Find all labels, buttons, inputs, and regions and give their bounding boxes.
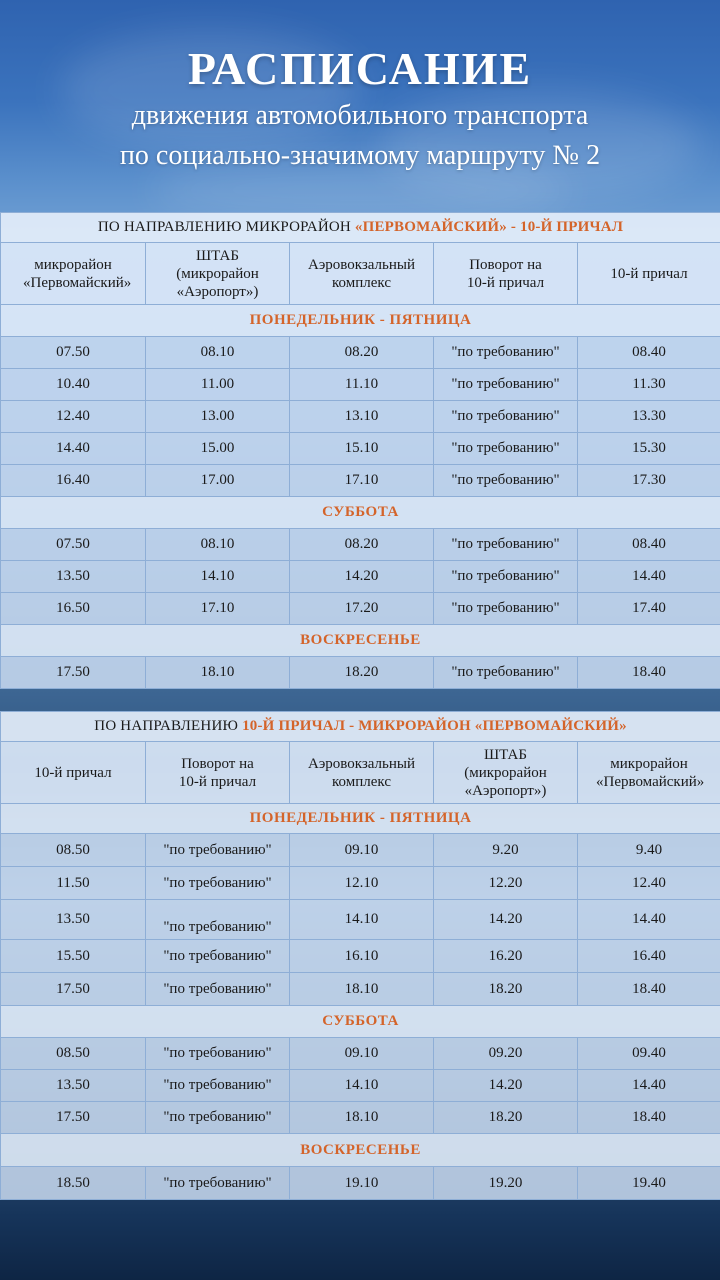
cell: 08.50 [1, 1038, 146, 1070]
cell: "по требованию" [146, 940, 290, 973]
cell: 08.50 [1, 834, 146, 867]
day-label: СУББОТА [1, 497, 720, 529]
cell: "по требованию" [434, 401, 578, 433]
direction-row [1, 213, 720, 243]
cell: 08.10 [146, 337, 290, 369]
subtitle-line-2: по социально-значимому маршруту № 2 [119, 140, 601, 171]
column-headers [1, 742, 720, 804]
cell: 14.40 [578, 1070, 720, 1102]
cell: 08.10 [146, 529, 290, 561]
cell: 12.40 [1, 401, 146, 433]
cell: "по требованию" [146, 1167, 290, 1200]
table-row [1, 369, 720, 401]
table-row [1, 433, 720, 465]
cell: 09.40 [578, 1038, 720, 1070]
table-row [1, 593, 720, 625]
day-label: ПОНЕДЕЛЬНИК - ПЯТНИЦА [1, 305, 720, 337]
day-row [1, 1006, 720, 1038]
cell: 14.10 [146, 561, 290, 593]
cell: 15.00 [146, 433, 290, 465]
direction-highlight: «ПЕРВОМАЙСКИЙ» - 10-Й ПРИЧАЛ [354, 219, 624, 235]
cell: "по требованию" [434, 337, 578, 369]
cell: 11.00 [146, 369, 290, 401]
cell: 15.10 [290, 433, 434, 465]
cell: 14.10 [290, 1070, 434, 1102]
cell: 16.40 [578, 940, 720, 973]
column-headers [1, 243, 720, 305]
cell: "по требованию" [146, 834, 290, 867]
cell: 08.40 [578, 337, 720, 369]
cell: 14.40 [578, 900, 720, 940]
cell: 18.50 [1, 1167, 146, 1200]
cell: 10.40 [1, 369, 146, 401]
day-row [1, 305, 720, 337]
cell: "по требованию" [434, 593, 578, 625]
cell: 16.20 [434, 940, 578, 973]
cell: 15.30 [578, 433, 720, 465]
column-header: Поворот на 10-й причал [434, 243, 578, 305]
cell: 14.20 [434, 900, 578, 940]
cell: 08.20 [290, 337, 434, 369]
cell: 16.50 [1, 593, 146, 625]
table-row [1, 401, 720, 433]
cell: 16.10 [290, 940, 434, 973]
direction-row [1, 712, 720, 742]
cell: 17.50 [1, 1102, 146, 1134]
table-row [1, 657, 720, 689]
table-row [1, 973, 720, 1006]
column-header: Поворот на 10-й причал [146, 742, 290, 804]
cell: 15.50 [1, 940, 146, 973]
column-header: микрорайон «Первомайский» [578, 742, 720, 804]
schedule-table-2 [0, 711, 720, 1200]
schedule-table-1 [0, 212, 720, 689]
cell: 07.50 [1, 337, 146, 369]
column-header: микрорайон «Первомайский» [1, 243, 146, 305]
cell: "по требованию" [146, 1070, 290, 1102]
cell: 13.30 [578, 401, 720, 433]
cell: 9.20 [434, 834, 578, 867]
cell: 18.40 [578, 1102, 720, 1134]
day-label: СУББОТА [1, 1006, 720, 1038]
table-row [1, 1102, 720, 1134]
cell: 08.40 [578, 529, 720, 561]
direction-highlight: 10-Й ПРИЧАЛ - МИКРОРАЙОН «ПЕРВОМАЙСКИЙ» [242, 718, 627, 734]
cell: 18.40 [578, 973, 720, 1006]
day-label: ПОНЕДЕЛЬНИК - ПЯТНИЦА [1, 804, 720, 834]
cell: 07.50 [1, 529, 146, 561]
cell: 17.50 [1, 973, 146, 1006]
column-header: 10-й причал [578, 243, 720, 305]
cell: "по требованию" [146, 1038, 290, 1070]
table-row [1, 940, 720, 973]
cell: "по требованию" [434, 465, 578, 497]
cell: "по требованию" [146, 1102, 290, 1134]
header [0, 0, 720, 212]
cell: 17.10 [290, 465, 434, 497]
table-row [1, 1070, 720, 1102]
cell: 13.50 [1, 900, 146, 940]
cell: "по требованию" [146, 867, 290, 900]
cell: 16.40 [1, 465, 146, 497]
cell: "по требованию" [434, 369, 578, 401]
cell: 14.40 [1, 433, 146, 465]
cell: 11.30 [578, 369, 720, 401]
table-row [1, 561, 720, 593]
cell: "по требованию" [146, 900, 290, 940]
cell: "по требованию" [146, 973, 290, 1006]
cell: 19.20 [434, 1167, 578, 1200]
cell: 12.10 [290, 867, 434, 900]
cell: "по требованию" [434, 433, 578, 465]
column-header: ШТАБ (микрорайон «Аэропорт») [146, 243, 290, 305]
cell: 08.20 [290, 529, 434, 561]
day-row [1, 804, 720, 834]
day-row [1, 625, 720, 657]
cell: "по требованию" [434, 657, 578, 689]
cell: "по требованию" [434, 561, 578, 593]
table-row [1, 465, 720, 497]
cell: 11.10 [290, 369, 434, 401]
cell: 17.20 [290, 593, 434, 625]
cell: 13.50 [1, 561, 146, 593]
cell: 17.30 [578, 465, 720, 497]
day-label: ВОСКРЕСЕНЬЕ [1, 1134, 720, 1167]
column-header: 10-й причал [1, 742, 146, 804]
column-header: ШТАБ (микрорайон «Аэропорт») [434, 742, 578, 804]
direction-label: ПО НАПРАВЛЕНИЮ 10-Й ПРИЧАЛ - МИКРОРАЙОН «ПЕРВОМАЙСКИЙ» [1, 712, 720, 742]
cell: 09.10 [290, 1038, 434, 1070]
table-row [1, 529, 720, 561]
cell: 18.10 [290, 1102, 434, 1134]
cell: "по требованию" [434, 529, 578, 561]
cell: 18.20 [290, 657, 434, 689]
subtitle-line-1: движения автомобильного транспорта [131, 100, 589, 131]
page-title: РАСПИСАНИЕ [187, 43, 533, 94]
cell: 09.10 [290, 834, 434, 867]
cell: 13.10 [290, 401, 434, 433]
table-row [1, 1167, 720, 1200]
cell: 14.40 [578, 561, 720, 593]
cell: 9.40 [578, 834, 720, 867]
cell: 19.10 [290, 1167, 434, 1200]
cell: 17.10 [146, 593, 290, 625]
cell: 13.00 [146, 401, 290, 433]
column-header: Аэровокзальный комплекс [290, 243, 434, 305]
column-header: Аэровокзальный комплекс [290, 742, 434, 804]
cell: 17.00 [146, 465, 290, 497]
cell: 18.40 [578, 657, 720, 689]
cell: 18.20 [434, 973, 578, 1006]
cell: 17.40 [578, 593, 720, 625]
table-row [1, 867, 720, 900]
cell: 12.40 [578, 867, 720, 900]
cell: 19.40 [578, 1167, 720, 1200]
day-row [1, 497, 720, 529]
direction-label: ПО НАПРАВЛЕНИЮ МИКРОРАЙОН «ПЕРВОМАЙСКИЙ» - 10-Й ПРИЧАЛ [1, 213, 720, 243]
day-label: ВОСКРЕСЕНЬЕ [1, 625, 720, 657]
cell: 14.20 [434, 1070, 578, 1102]
cell: 12.20 [434, 867, 578, 900]
cell: 18.10 [290, 973, 434, 1006]
cell: 14.20 [290, 561, 434, 593]
cell: 18.20 [434, 1102, 578, 1134]
table-row [1, 900, 720, 940]
day-row [1, 1134, 720, 1167]
cell: 17.50 [1, 657, 146, 689]
cell: 14.10 [290, 900, 434, 940]
table-row [1, 337, 720, 369]
cell: 09.20 [434, 1038, 578, 1070]
cell: 18.10 [146, 657, 290, 689]
cell: 13.50 [1, 1070, 146, 1102]
cell: 11.50 [1, 867, 146, 900]
table-row [1, 834, 720, 867]
table-row [1, 1038, 720, 1070]
